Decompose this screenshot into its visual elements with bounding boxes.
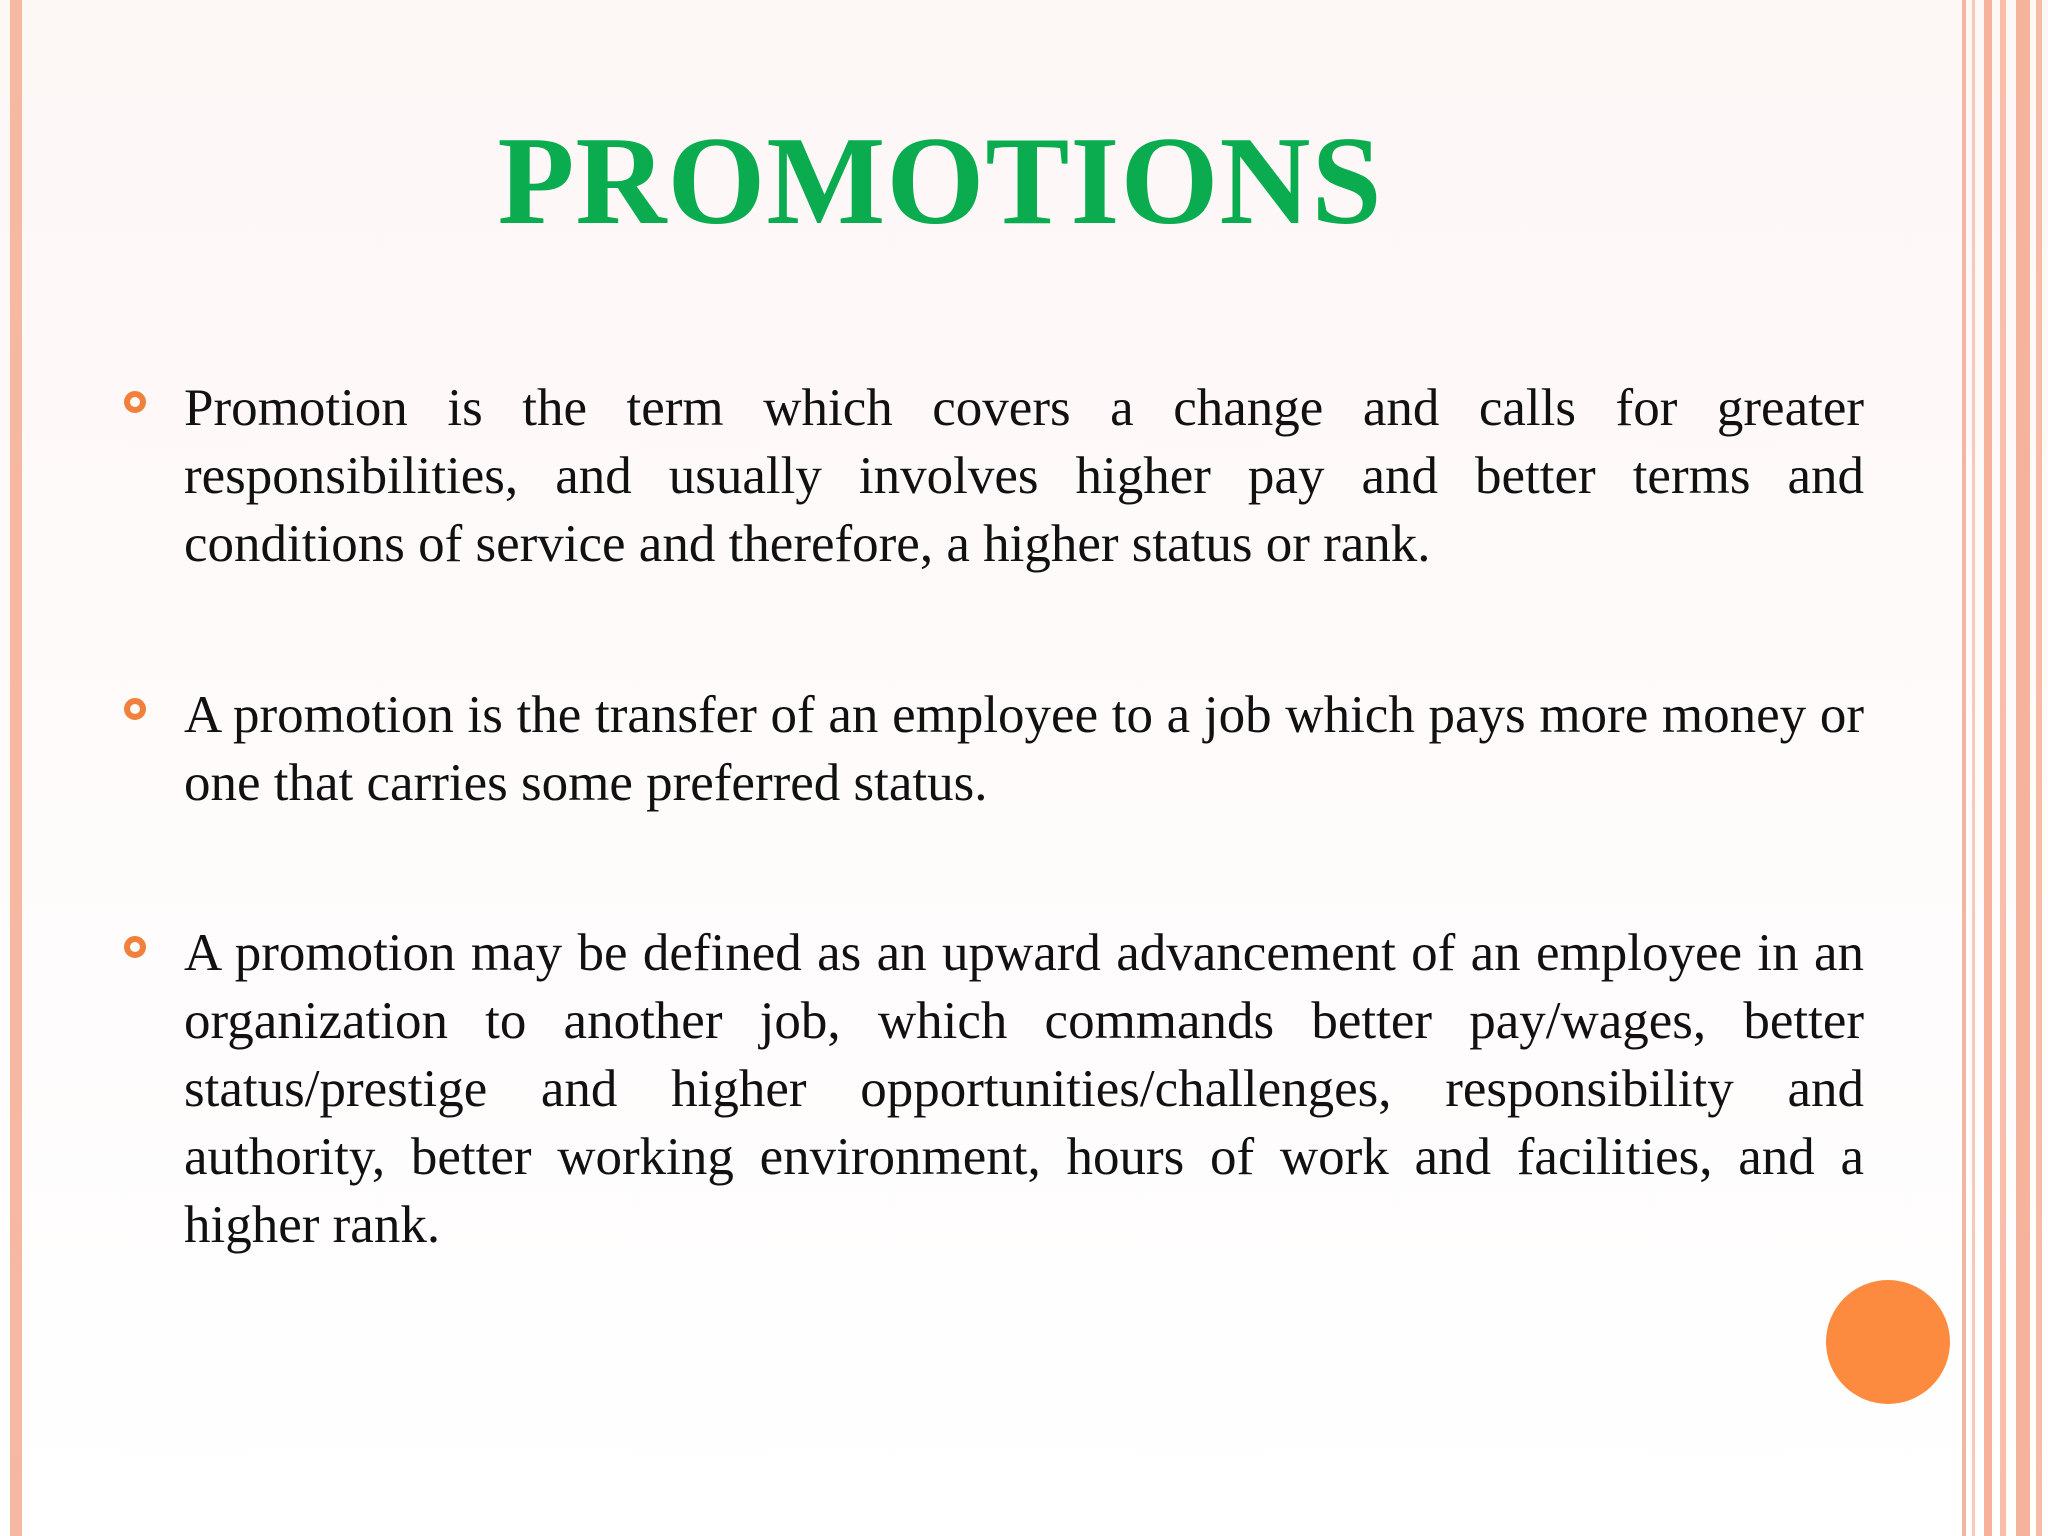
right-border-stripe (2016, 0, 2030, 1536)
bullet-circle-icon (124, 698, 146, 720)
bullet-text: A promotion is the transfer of an employee to a job which pays more money or one that carries some preferred status. (184, 686, 1864, 812)
right-border-stripe (2000, 0, 2006, 1536)
bullet-text: A promotion may be defined as an upward advancement of an employee in an organization to another job, which commands better pay/wages, better status/prestige and higher opportunities/challenges, responsibility and authority, better working environment, hours of work and facilities, and a higher rank. (184, 924, 1864, 1254)
right-border-stripe (2036, 0, 2042, 1536)
decorative-circle-icon (1826, 1280, 1950, 1404)
right-border-stripe (1972, 0, 1975, 1536)
right-border-stripe (1984, 0, 1992, 1536)
bullet-circle-icon (124, 391, 146, 413)
bullet-text: Promotion is the term which covers a change and calls for greater responsibilities, and usually involves higher pay and better terms and conditions of service and therefore, a higher status or rank. (184, 379, 1864, 573)
right-border-stripe (1962, 0, 1966, 1536)
slide-title: PROMOTIONS (497, 112, 1383, 251)
bullet-circle-icon (124, 936, 146, 958)
